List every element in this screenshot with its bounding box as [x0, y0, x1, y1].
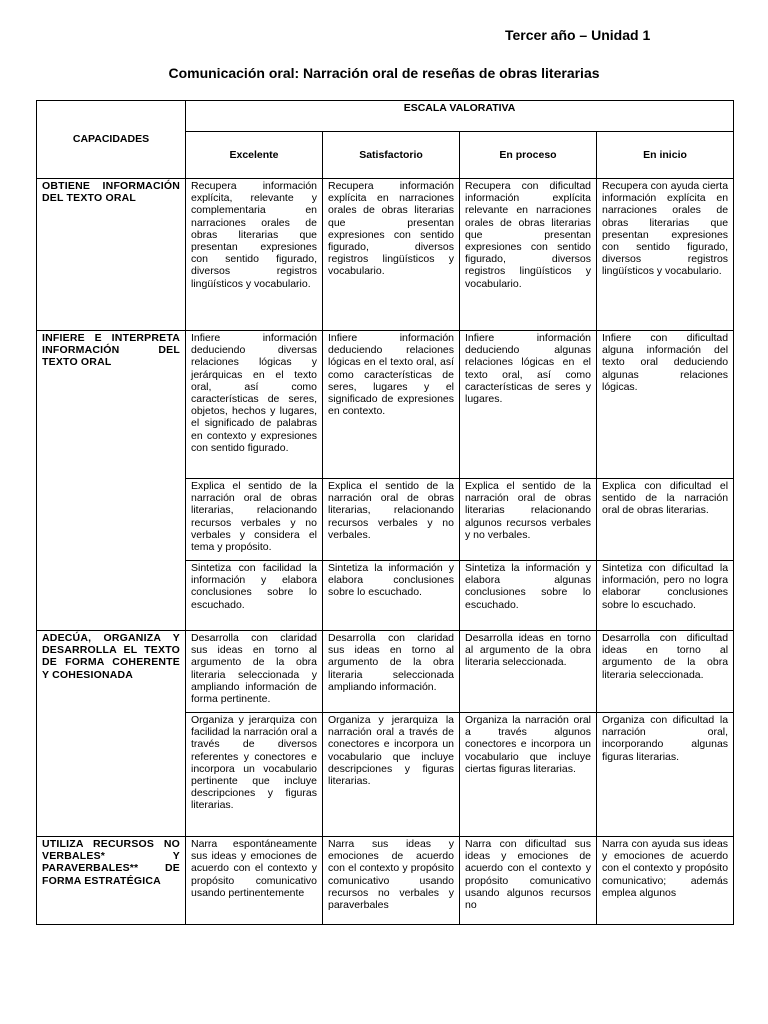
- descriptor-cell: Recupera información explícita en narraciones orales de obras literarias que presentan expresiones con sentido figurado, diversos registros lingüísticos y vocabulario.: [323, 179, 460, 331]
- capacity-cell: OBTIENE INFORMACIÓN DEL TEXTO ORAL: [37, 179, 186, 331]
- descriptor-cell: Desarrolla con claridad sus ideas en torno al argumento de la obra literaria seleccionada ampliando información.: [323, 631, 460, 713]
- descriptor-cell: Narra con ayuda sus ideas y emociones de acuerdo con el contexto y propósito comunicativo; además emplea algunos: [597, 837, 734, 925]
- descriptor-cell: Narra espontáneamente sus ideas y emociones de acuerdo con el contexto y propósito comunicativo usando pertinentemente: [186, 837, 323, 925]
- capacity-cell: INFIERE E INTERPRETA INFORMACIÓN DEL TEXTO ORAL: [37, 331, 186, 631]
- capacity-cell: UTILIZA RECURSOS NO VERBALES* Y PARAVERBALES** DE FORMA ESTRATÉGICA: [37, 837, 186, 925]
- descriptor-cell: Narra sus ideas y emociones de acuerdo con el contexto y propósito comunicativo usando recursos no verbales y paraverbales: [323, 837, 460, 925]
- descriptor-cell: Organiza la narración oral a través algunos conectores e incorpora un vocabulario que incluye ciertas figuras literarias.: [460, 713, 597, 837]
- descriptor-cell: Infiere información deduciendo algunas relaciones lógicas en el texto oral, así como características de seres y lugares.: [460, 331, 597, 479]
- table-row: [37, 331, 734, 479]
- descriptor-cell: Organiza y jerarquiza con facilidad la narración oral a través de diversos referentes y conectores e incorpora un vocabulario pertinente que incluye descripciones y figuras literarias.: [186, 713, 323, 837]
- document-title: Comunicación oral: Narración oral de reseñas de obras literarias: [168, 65, 600, 81]
- descriptor-cell: Infiere con dificultad alguna información del texto oral deduciendo algunas relaciones lógicas.: [597, 331, 734, 479]
- descriptor-cell: Organiza con dificultad la narración oral, incorporando algunas figuras literarias.: [597, 713, 734, 837]
- capacity-cell: ADECÚA, ORGANIZA Y DESARROLLA EL TEXTO DE FORMA COHERENTE Y COHESIONADA: [37, 631, 186, 837]
- table-row: [37, 837, 734, 925]
- descriptor-cell: Desarrolla con claridad sus ideas en torno al argumento de la obra literaria seleccionada y ampliando información de forma pertinente.: [186, 631, 323, 713]
- descriptor-cell: Organiza y jerarquiza la narración oral a través de conectores e incorpora un vocabulario que incluye descripciones y figuras literarias.: [323, 713, 460, 837]
- descriptor-cell: Sintetiza con facilidad la información y elabora conclusiones sobre lo escuchado.: [186, 561, 323, 631]
- descriptor-cell: Desarrolla ideas en torno al argumento de la obra literaria seleccionada.: [460, 631, 597, 713]
- descriptor-cell: Infiere información deduciendo diversas relaciones lógicas y jerárquicas en el texto oral, así como características de seres, objetos, hechos y lugares, el significado de palabras en contexto y expresiones con sentido figurado.: [186, 331, 323, 479]
- descriptor-cell: Explica con dificultad el sentido de la narración oral de obras literarias.: [597, 479, 734, 561]
- descriptor-cell: Sintetiza la información y elabora conclusiones sobre lo escuchado.: [323, 561, 460, 631]
- descriptor-cell: Recupera información explícita, relevante y complementaria en narraciones orales de obras literarias que presentan expresiones con sentido figurado, diversos registros lingüísticos y vocabulario.: [186, 179, 323, 331]
- descriptor-cell: Sintetiza la información y elabora algunas conclusiones sobre lo escuchado.: [460, 561, 597, 631]
- table-row: [37, 631, 734, 713]
- descriptor-cell: Recupera con ayuda cierta información explícita en narraciones orales de obras literarias que presentan expresiones con sentido figurado, diversos registros lingüísticos y vocabulario.: [597, 179, 734, 331]
- capacidades-header: CAPACIDADES: [37, 101, 186, 179]
- rubric-table: [36, 100, 734, 925]
- level-header-en-inicio: En inicio: [597, 132, 734, 179]
- escala-header: ESCALA VALORATIVA: [186, 101, 734, 132]
- table-row: [37, 179, 734, 331]
- descriptor-cell: Infiere información deduciendo relaciones lógicas en el texto oral, así como características de seres, lugares y el significado de expresiones en contexto.: [323, 331, 460, 479]
- level-header-excelente: Excelente: [186, 132, 323, 179]
- descriptor-cell: Sintetiza con dificultad la información, pero no logra elaborar conclusiones sobre lo escuchado.: [597, 561, 734, 631]
- descriptor-cell: Explica el sentido de la narración oral de obras literarias relacionando algunos recursos verbales y no verbales.: [460, 479, 597, 561]
- unit-label: Tercer año – Unidad 1: [505, 27, 651, 43]
- level-header-en-proceso: En proceso: [460, 132, 597, 179]
- descriptor-cell: Narra con dificultad sus ideas y emociones de acuerdo con el contexto y propósito comunicativo usando algunos recursos no: [460, 837, 597, 925]
- level-header-satisfactorio: Satisfactorio: [323, 132, 460, 179]
- descriptor-cell: Desarrolla con dificultad ideas en torno al argumento de la obra literaria seleccionada.: [597, 631, 734, 713]
- descriptor-cell: Recupera con dificultad información explícita relevante en narraciones orales de obras literarias que presentan expresiones con sentido figurado, diversos registros lingüísticos y vocabulario.: [460, 179, 597, 331]
- descriptor-cell: Explica el sentido de la narración oral de obras literarias, relacionando recursos verbales y no verbales.: [323, 479, 460, 561]
- descriptor-cell: Explica el sentido de la narración oral de obras literarias, relacionando recursos verbales y no verbales y considera el tema y propósito.: [186, 479, 323, 561]
